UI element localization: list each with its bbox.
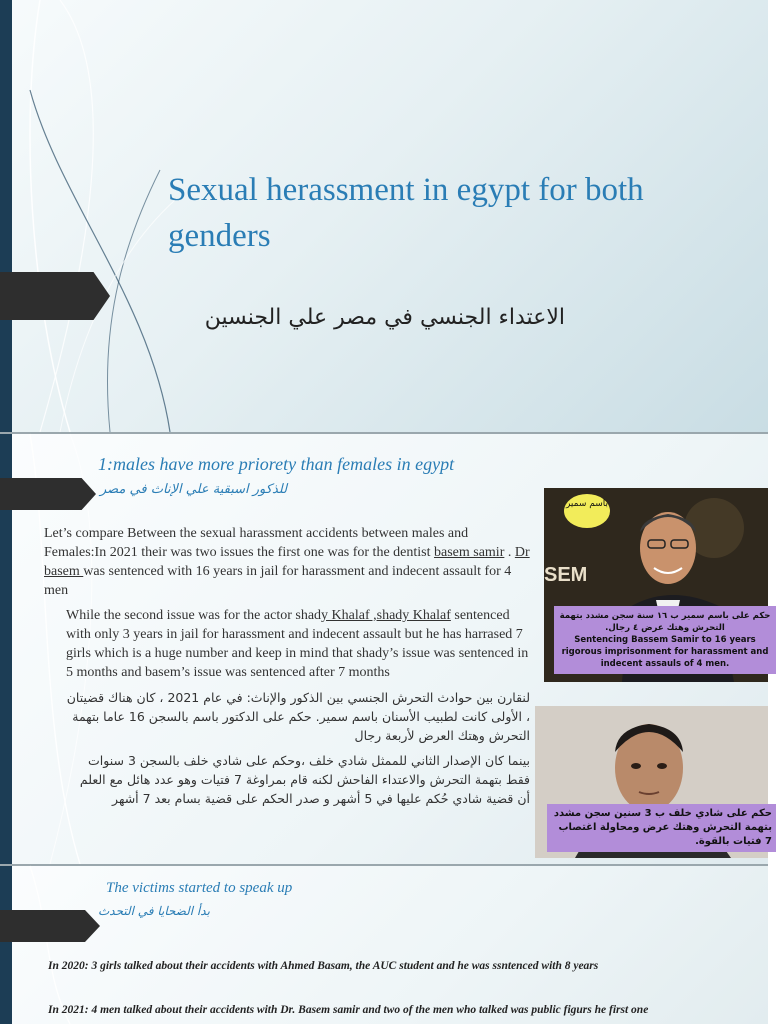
photo-caption: حكم على شادي خلف ب 3 سنين سجن مشدد بتهمة التحرش وهتك عرض ومحاولة اغتصاب 7 فتيات بالقوة.: [547, 804, 776, 852]
bullet-item-arabic-1: لنقارن بين حوادث التحرش الجنسي بين الذكور والإناث: في عام 2021 ، كان هناك قضيتان ، الأولى كانت لطبيب الأسنان باسم سمير. حكم على الدكتور باسم بالسجن 16 عاما بتهمة التحرش وهتك العرض لأربعة رجال: [66, 690, 530, 743]
slide-title: [0, 0, 768, 432]
arrow-marker: [0, 272, 110, 320]
section-heading-arabic: بدأ الضحايا في التحدث: [98, 904, 210, 918]
name-bubble: باسم سمير: [564, 494, 610, 528]
victim-statement-2021: In 2021: 4 men talked about their accidents with Dr. Basem samir and two of the men who talked was public figurs he first one: [48, 1004, 649, 1016]
slide-title-text: Sexual herassment in egypt for both genders: [168, 172, 644, 254]
intro-paragraph: Let’s compare Between the sexual harassment accidents between males and Females:In 2021 their was two issues the first one was for the dentist basem samir . Dr basem was sentenced with 16 years in jail for harassment and indecent assault for 4 men: [44, 526, 530, 598]
bullet-item-english: While the second issue was for the actor shady Khalaf ,shady Khalaf sentenced with only 3 years in jail for harassment and indecent assault but he has harrased 7 girls which is a huge number and keep in mind that shady’s issue was sentenced in 5 months and basem’s issue was sentenced after 7 months: [66, 608, 529, 680]
victim-statement-2020: In 2020: 3 girls talked about their accidents with Ahmed Basam, the AUC student and he was ssntenced with 8 years: [48, 960, 599, 972]
slide-edge-bar: [0, 866, 12, 1024]
arrow-marker: [0, 478, 96, 510]
background-lettering: SEM: [544, 564, 588, 586]
slide-comparison: [0, 434, 772, 864]
comparison-body: [44, 524, 530, 808]
arrow-marker: [0, 910, 100, 942]
photo-shady-khalaf: [535, 706, 772, 858]
photo-caption: حكم على باسم سمير ب ١٦ سنة سجن مشدد بتهمة التحرش وهتك عرض ٤ رجال. Sentencing Bassem Samir to 16 years rigorous imprisonment for harassment and indecent assauls of 4 men.: [554, 606, 776, 674]
bullet-item-arabic-2: بينما كان الإصدار الثاني للممثل شادي خلف ،وحكم على شادي خلف بالسجن 3 سنوات فقط بتهمة التحرش والاعتداء الفاحش لكنه قام بمراوغة 7 فتيات وهو عدد هائل مع العلم أن قضية شادي حُكم عليها في 5 أشهر و صدر الحكم على قضية بسام بعد 7 أشهر: [79, 753, 530, 806]
section-heading: 1:males have more priorety than females in egypt: [98, 454, 455, 474]
section-heading: The victims started to speak up: [106, 880, 293, 896]
photo-basem-samir: [544, 488, 771, 682]
slide-subtitle-arabic: الاعتداء الجنسي في مصر علي الجنسين: [204, 305, 565, 330]
slide-victims: [0, 866, 768, 1024]
section-heading-arabic: للذكور اسبقية علي الإناث في مصر: [100, 482, 288, 497]
slide-edge-bar: [0, 0, 12, 432]
